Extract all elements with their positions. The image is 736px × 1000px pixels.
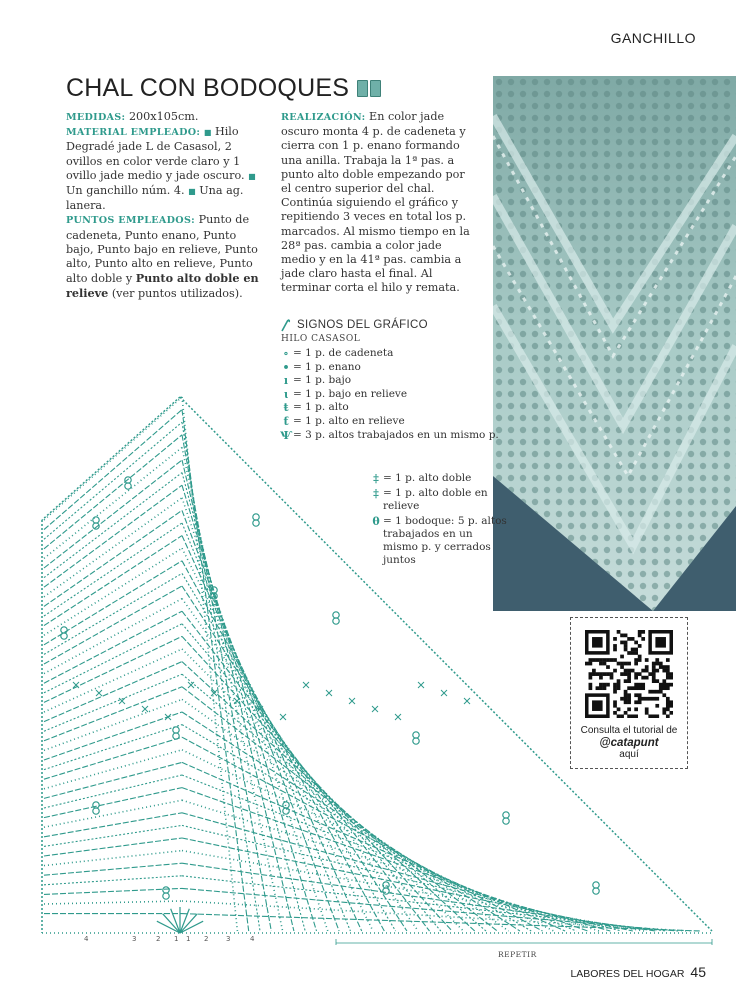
page-footer [570,964,706,980]
legend-text: = 1 p. de cadeneta [293,347,394,359]
treble-crochet-icon: ‡ [373,472,379,485]
legend-text: = 1 bodoque: 5 p. altos trabajados en un mismo p. y cerrados juntos [383,515,507,566]
legend-text: = 1 p. bajo en relieve [293,387,408,400]
qr-handle: @catapunt [599,737,659,749]
legend-header [279,318,499,332]
repeat-label: REPETIR [498,950,537,959]
materials-column [66,110,264,302]
legend-title: SIGNOS DEL GRÁFICO [297,319,428,331]
relief-single-crochet-icon: ɩ [283,387,289,401]
material-text-3: Una ag. lanera. [66,184,244,213]
realizacion-label: REALIZACIÓN: [281,112,366,123]
legend-text: = 1 p. alto doble en relieve [383,487,488,512]
crochet-chart [36,385,720,945]
double-crochet-icon: ŧ [283,401,289,415]
svg-text:2: 2 [204,935,209,943]
medidas-label: MEDIDAS: [66,112,126,123]
legend-text: = 1 p. alto en relieve [293,414,405,427]
material-text-1: Hilo Degradé jade L de Casasol, 2 ovillos en color verde claro y 1 ovillo jade medio y jade oscuro. [66,125,245,182]
legend-text: = 1 p. alto doble [383,472,472,484]
puntos-text-2: Punto alto doble en relieve [66,271,259,301]
realizacion-text: En color jade oscuro monta 4 p. de cadeneta y cierra con 1 p. enano formando una anilla. Trabaja la 1ª pas. a punto alto doble empezando por el centro superior del chal. Continúa siguiendo el gráfico y repitiendo 3 veces en total los p. marcados. Al mismo tiempo en la 28ª pas. cambia a color jade medio y en la 41ª pas. cambia a jade claro hasta el final. Al terminar corta el hilo y remata. [281,110,470,295]
legend-row [279,347,499,361]
bullet-icon: ■ [248,171,256,181]
crochet-hook-icon [279,318,291,332]
instructions-column [281,110,477,296]
slip-stitch-icon: • [282,360,290,374]
svg-text:3: 3 [226,935,231,943]
medidas-text: 200x105cm. [128,110,199,123]
puntos-text-1: Punto de cadeneta, Punto enano, Punto bajo, Punto bajo en relieve, Punto alto, Punto alto en relieve, Punto alto doble [66,213,258,286]
legend-text: = 1 p. enano [293,360,361,373]
svg-text:2: 2 [156,935,161,943]
legend-text: = 1 p. alto [293,401,349,414]
legend-subtitle: HILO CASASOL [281,334,361,344]
bobble-stitch-icon: θ [372,515,380,528]
qr-caption-line2: aquí [619,749,639,760]
skein-icon [357,80,381,97]
puntos-label: PUNTOS EMPLEADOS: [66,215,196,227]
material-label: MATERIAL EMPLEADO: [66,127,201,139]
svg-text:4: 4 [84,935,89,943]
relief-double-crochet-icon: ƭ [283,414,289,428]
puntos-y: y [125,272,133,286]
single-crochet-icon: ı [283,374,289,388]
section-tag: GANCHILLO [610,30,696,46]
magazine-name: LABORES DEL HOGAR [570,968,685,980]
page-title [66,74,381,103]
bullet-icon: ■ [188,187,196,197]
chain-stitch-icon: ∘ [283,347,289,360]
svg-text:4: 4 [250,935,255,943]
page-number: 45 [690,964,706,980]
legend-text: = 1 p. bajo [293,374,352,387]
bullet-icon: ■ [203,128,212,138]
three-dc-same-stitch-icon: Ѱ [279,428,293,442]
legend-row [279,361,499,375]
svg-text:3: 3 [132,935,137,943]
page-title-text: CHAL CON BODOQUES [66,74,350,102]
svg-text:1: 1 [174,935,179,943]
legend-text: = 3 p. altos trabajados en un mismo p. [293,428,499,441]
puntos-text-3: (ver puntos utilizados). [111,287,243,301]
qr-caption-line1: Consulta el tutorial de [580,725,678,736]
relief-treble-crochet-icon: ‡ [373,487,379,500]
material-text-2: Un ganchillo núm. 4. [66,184,185,198]
svg-text:1: 1 [186,935,191,943]
